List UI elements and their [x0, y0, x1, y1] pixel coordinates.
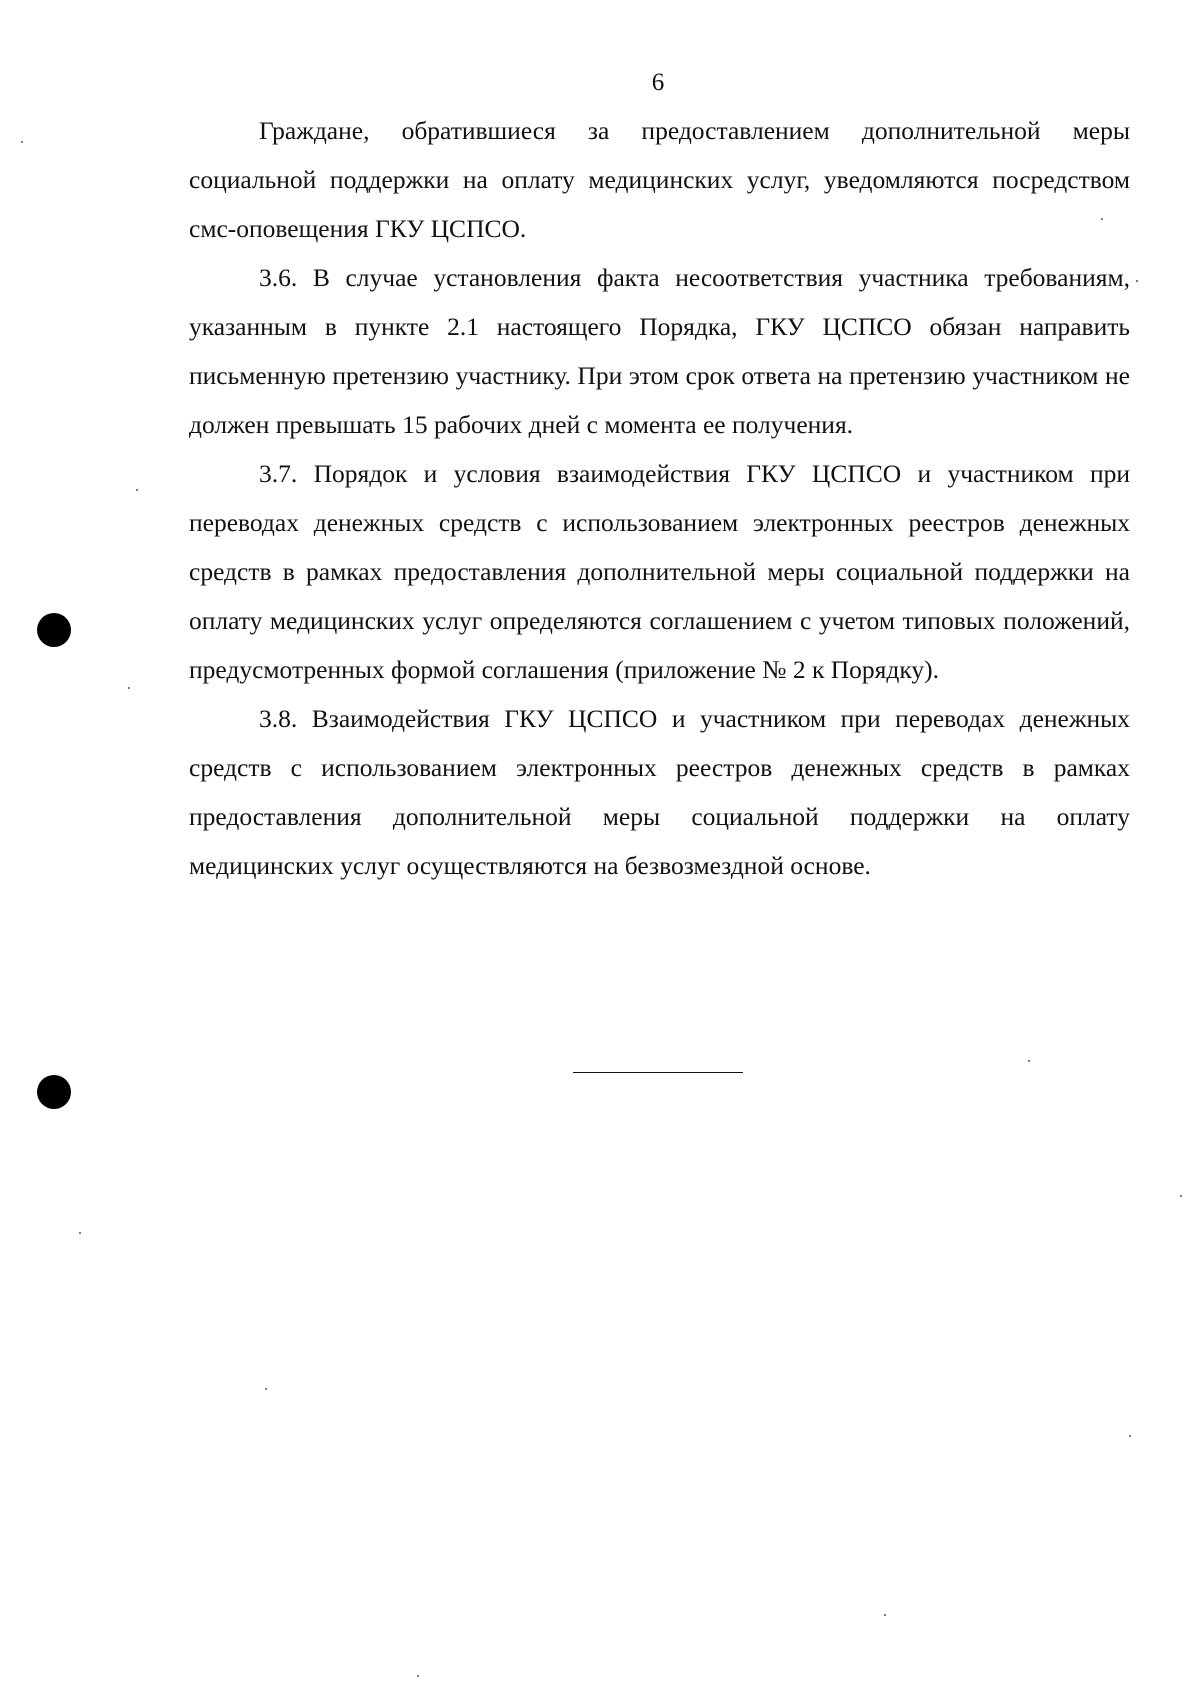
scan-speck — [1028, 1060, 1030, 1062]
paragraph-notification: Граждане, обратившиеся за предоставлением дополнительной меры социальной поддержки на оплату медицинских услуг, уведомляются посредством смс-оповещения ГКУ ЦСПСО. — [189, 116, 1130, 243]
paragraph-3-8: 3.8. Взаимодействия ГКУ ЦСПСО и участником при переводах денежных средств с использованием электронных реестров денежных средств в рамках предоставления дополнительной меры социальной поддержки на оплату медицинских услуг осуществляются на безвозмездной основе. — [189, 704, 1130, 880]
scan-speck — [265, 1388, 267, 1390]
scan-speck — [1129, 1435, 1131, 1437]
scan-speck — [136, 489, 138, 491]
paragraph-3-6: 3.6. В случае установления факта несоответствия участника требованиям, указанным в пункте 2.1 настоящего Порядка, ГКУ ЦСПСО обязан направить письменную претензию участнику. При этом срок ответа на претензию участником не должен превышать 15 рабочих дней с момента ее получения. — [189, 263, 1130, 439]
punch-hole-mark — [37, 613, 71, 647]
paragraph-3-7: 3.7. Порядок и условия взаимодействия ГКУ ЦСПСО и участником при переводах денежных средств с использованием электронных реестров денежных средств в рамках предоставления дополнительной меры социальной поддержки на оплату медицинских услуг определяются соглашением с учетом типовых положений, предусмотренных формой соглашения (приложение № 2 к Порядку). — [189, 459, 1130, 684]
scan-speck — [21, 141, 23, 143]
scan-speck — [417, 1675, 419, 1677]
document-body — [189, 106, 1130, 890]
scan-speck — [884, 1614, 886, 1616]
page-number: 6 — [651, 69, 665, 96]
punch-hole-mark — [37, 1075, 71, 1109]
scan-speck — [1101, 218, 1103, 220]
scan-speck — [79, 1232, 81, 1234]
end-divider-line — [573, 1072, 743, 1073]
scan-speck — [128, 687, 130, 689]
scan-speck — [1180, 1195, 1182, 1197]
scan-speck — [1136, 280, 1138, 282]
